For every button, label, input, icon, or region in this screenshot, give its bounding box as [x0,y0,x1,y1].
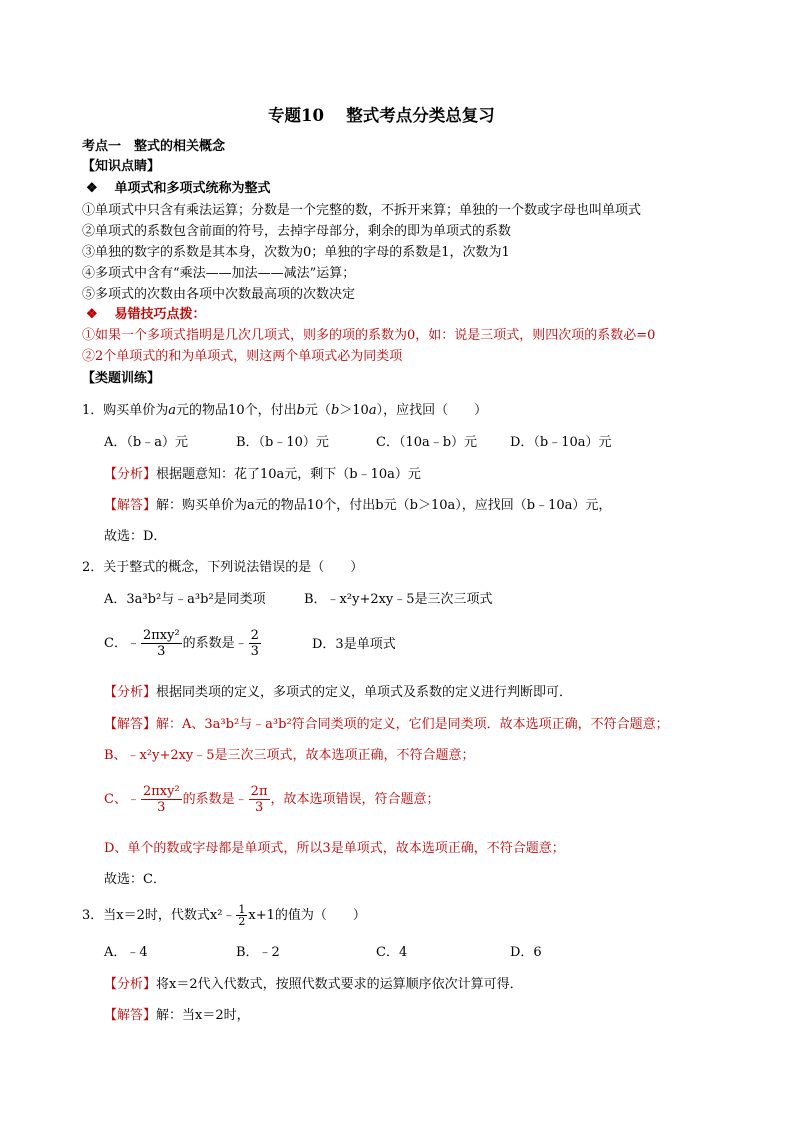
fraction-numerator: 1 [238,903,246,916]
q1-option-b[interactable]: B．（b﹣10）元 [236,435,329,450]
q2-option-a[interactable]: A．3a³b²与﹣a³b²是同类项 [104,592,266,607]
q2-analysis-text: 根据同类项的定义，多项式的定义，单项式及系数的定义进行判断即可． [156,685,573,700]
q3-analysis-text: 将x＝2代入代数式，按照代数式要求的运算顺序依次计算可得． [156,977,523,992]
fraction-numerator: 2π [250,784,268,799]
q1-solution [104,497,611,515]
diamond-bullet-icon: ❖ [86,307,98,322]
practice-header: 【类题训练】 [82,371,161,386]
q3-option-b[interactable]: B．﹣2 [236,945,280,960]
tips-heading-text: 易错技巧点拨： [114,307,206,322]
q1-stem-part: 元（ [304,403,331,418]
knowledge-point: ①单项式中只含有乘法运算；分数是一个完整的数，不拆开来算；单独的一个数或字母也叫单项式 [82,203,642,218]
q2-solution-text: 解：A、3a³b²与﹣a³b²符合同类项的定义，它们是同类项．故本选项正确，不符合题意； [156,717,669,732]
fraction [141,784,182,815]
page-title: 专题10 整式考点分类总复习 [268,106,495,125]
q2-option-b[interactable]: B．﹣x²y+2xy﹣5是三次三项式 [304,592,493,607]
q3-option-a[interactable]: A．﹣4 [104,945,148,960]
q2-solution-c-text: C、﹣ [104,792,140,807]
fraction [141,628,182,659]
q1-stem-part: ），应找回（ ） [376,403,488,418]
definition-heading [86,180,271,198]
q1-solution-text: 解：购买单价为a元的物品10个，付出b元（b＞10a），应找回（b﹣10a）元， [156,498,612,513]
q2-option-c[interactable] [104,626,262,662]
q1-stem-part: 1．购买单价为 [82,403,169,418]
q2-choice: 故选：C． [104,872,166,887]
fraction [249,784,270,815]
q2-option-d[interactable]: D．3是单项式 [312,637,396,652]
solution-label: 【解答】 [104,1008,157,1023]
fraction [236,904,247,927]
fraction-denominator: 2 [238,915,246,928]
q1-option-d[interactable]: D．（b﹣10a）元 [510,435,612,450]
q1-analysis [104,466,421,484]
q1-stem: 1．购买单价为a元的物品10个，付出b元（b＞10a），应找回（ ） [82,403,488,418]
knowledge-point: ③单独的数字的系数是其本身，次数为0；单独的字母的系数是1，次数为1 [82,245,510,260]
fraction-denominator: 3 [250,644,259,659]
q3-stem-part: x+1的值为（ ） [248,908,366,923]
tips-heading [86,306,206,324]
q1-stem-part: ＞10 [339,403,369,418]
q1-choice: 故选：D． [104,529,167,544]
q2-solution-c-text: 的系数是﹣ [182,792,248,807]
fraction-denominator: 3 [157,644,166,659]
knowledge-point: ②单项式的系数包含前面的符号，去掉字母部分，剩余的即为单项式的系数 [82,224,512,239]
fraction [249,628,261,659]
fraction-denominator: 3 [157,800,166,815]
q2-solution-d: D、单个的数或字母都是单项式，所以3是单项式，故本选项正确，不符合题意； [104,841,565,856]
analysis-label: 【分析】 [104,467,157,482]
fraction-numerator: 2πxy² [142,628,180,643]
q1-option-a[interactable]: A．（b﹣a）元 [104,435,188,450]
q3-option-c[interactable]: C．4 [376,945,408,960]
tip-item: ①如果一个多项式指明是几次几项式，则多的项的系数为0，如：说是三项式，则四次项的系数必=0 [82,328,656,343]
definition-text: 单项式和多项式统称为整式 [114,181,271,196]
diamond-bullet-icon: ❖ [86,181,98,196]
q2-option-c-text: C．﹣ [104,636,140,651]
q3-analysis [104,976,523,994]
analysis-label: 【分析】 [104,977,157,992]
analysis-label: 【分析】 [104,685,157,700]
q2-solution-c [104,782,440,818]
q2-solution-b: B、﹣x²y+2xy﹣5是三次三项式，故本选项正确，不符合题意； [104,748,475,763]
q1-option-c[interactable]: C．（10a﹣b）元 [376,435,478,450]
q2-solution [104,716,669,734]
q2-option-c-text: 的系数是﹣ [182,636,248,651]
knowledge-point: ⑤多项式的次数由各项中次数最高项的次数决定 [82,287,356,302]
q2-solution-c-text: ，故本选项错误，符合题意； [270,792,440,807]
q1-analysis-text: 根据题意知：花了10a元，剩下（b﹣10a）元 [156,467,421,482]
tip-item: ②2个单项式的和为单项式，则这两个单项式必为同类项 [82,349,403,364]
q3-solution [104,1007,250,1025]
fraction-denominator: 3 [254,800,264,815]
fraction-numerator: 2 [250,628,259,643]
q2-stem: 2．关于整式的概念，下列说法错误的是（ ） [82,560,364,575]
section-heading: 考点一 整式的相关概念 [82,139,226,154]
q3-stem [82,900,366,932]
fraction-numerator: 2πxy² [142,784,180,799]
q3-solution-text: 解：当x＝2时， [156,1008,250,1023]
q3-option-d[interactable]: D．6 [510,945,542,960]
solution-label: 【解答】 [104,717,157,732]
solution-label: 【解答】 [104,498,157,513]
q3-stem-part: 3．当x＝2时，代数式x²﹣ [82,908,236,923]
q2-analysis [104,684,572,702]
knowledge-header: 【知识点睛】 [82,159,161,174]
knowledge-point: ④多项式中含有“乘法——加法——减法”运算； [82,266,356,281]
q1-stem-part: 元的物品10个，付出 [176,403,297,418]
